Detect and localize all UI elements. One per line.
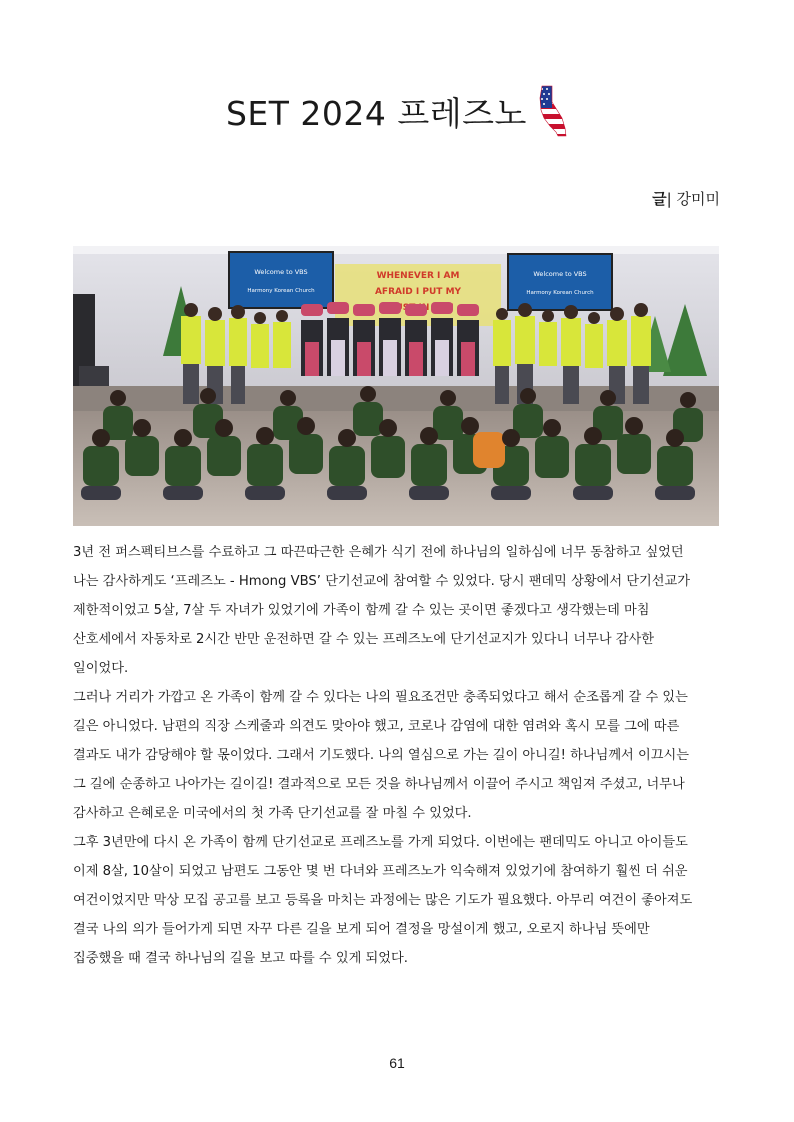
- california-flag-icon: [538, 84, 568, 138]
- body-line: 길은 아니었다. 남편의 직장 스케줄과 의견도 맞아야 했고, 코로나 감염에 대한 염려와 혹시 모를 그에 따른: [73, 719, 680, 734]
- byline-label: 글: [652, 190, 667, 208]
- right-screen-line2: Harmony Korean Church: [526, 290, 594, 296]
- vbs-banner: [335, 264, 501, 326]
- body-line: 제한적이었고 5살, 7살 두 자녀가 있었기에 가족이 함께 갈 수 있는 곳이면 좋겠다고 생각했는데 마침: [73, 603, 650, 618]
- title-block: [0, 84, 794, 138]
- body-line: 산호세에서 자동차로 2시간 반만 운전하면 갈 수 있는 프레즈노에 단기선교지가 있다니 너무나 감사한: [73, 632, 654, 647]
- byline-separator: |: [666, 190, 672, 208]
- banner-line2: AFRAID I PUT MY: [374, 287, 462, 297]
- body-line: 그러나 거리가 가깝고 온 가족이 함께 갈 수 있다는 나의 필요조건만 충족되었다고 해서 순조롭게 갈 수 있는: [73, 690, 688, 705]
- byline-author: 강미미: [676, 190, 720, 208]
- page-number: 61: [389, 1055, 405, 1071]
- left-screen-line1: Welcome to VBS: [254, 268, 308, 276]
- body-line: 여건이었지만 막상 모집 공고를 보고 등록을 마치는 과정에는 많은 기도가 필요했다. 아무리 여건이 좋아져도: [73, 893, 693, 908]
- right-screen-line1: Welcome to VBS: [533, 270, 587, 278]
- body-line: 감사하고 은혜로운 미국에서의 첫 가족 단기선교를 잘 마칠 수 있었다.: [73, 806, 472, 821]
- body-line: 결과도 내가 감당해야 할 몫이었다. 그래서 기도했다. 나의 열심으로 가는 길이 아니길! 하나님께서 이끄시는: [73, 748, 689, 763]
- article-body: [73, 538, 723, 973]
- right-screen: [508, 254, 612, 310]
- body-line: 3년 전 퍼스펙티브스를 수료하고 그 따끈따근한 은혜가 식기 전에 하나님의 일하심에 너무 동참하고 싶었던: [73, 545, 684, 560]
- banner-line1: WHENEVER I AM: [376, 271, 460, 281]
- body-line: 나는 감사하게도 ‘프레즈노 - Hmong VBS’ 단기선교에 참여할 수 있었다. 당시 팬데믹 상황에서 단기선교가: [73, 574, 690, 589]
- author-byline: [652, 188, 720, 209]
- body-line: 집중했을 때 결국 하나님의 길을 보고 따를 수 있게 되었다.: [73, 951, 408, 966]
- group-photo: [73, 246, 719, 526]
- body-line: 결국 나의 의가 들어가게 되면 자꾸 다른 길을 보게 되어 결정을 망설이게 했고, 오로지 하나님 뜻에만: [73, 922, 650, 937]
- left-screen: [229, 252, 333, 308]
- body-line: 그 길에 순종하고 나아가는 길이길! 결과적으로 모든 것을 하나님께서 이끌어 주시고 책임져 주셨고, 너무나: [73, 777, 685, 792]
- body-line: 일이었다.: [73, 661, 129, 676]
- page-title: SET 2024 프레즈노: [225, 93, 527, 133]
- body-line: 이제 8살, 10살이 되었고 남편도 그동안 몇 번 다녀와 프레즈노가 익숙해져 있었기에 참여하기 훨씬 더 쉬운: [73, 864, 688, 879]
- body-line: 그후 3년만에 다시 온 가족이 함께 단기선교로 프레즈노를 가게 되었다. 이번에는 팬데믹도 아니고 아이들도: [73, 835, 688, 850]
- group-photo-illustration: [73, 246, 719, 526]
- left-screen-line2: Harmony Korean Church: [247, 288, 315, 294]
